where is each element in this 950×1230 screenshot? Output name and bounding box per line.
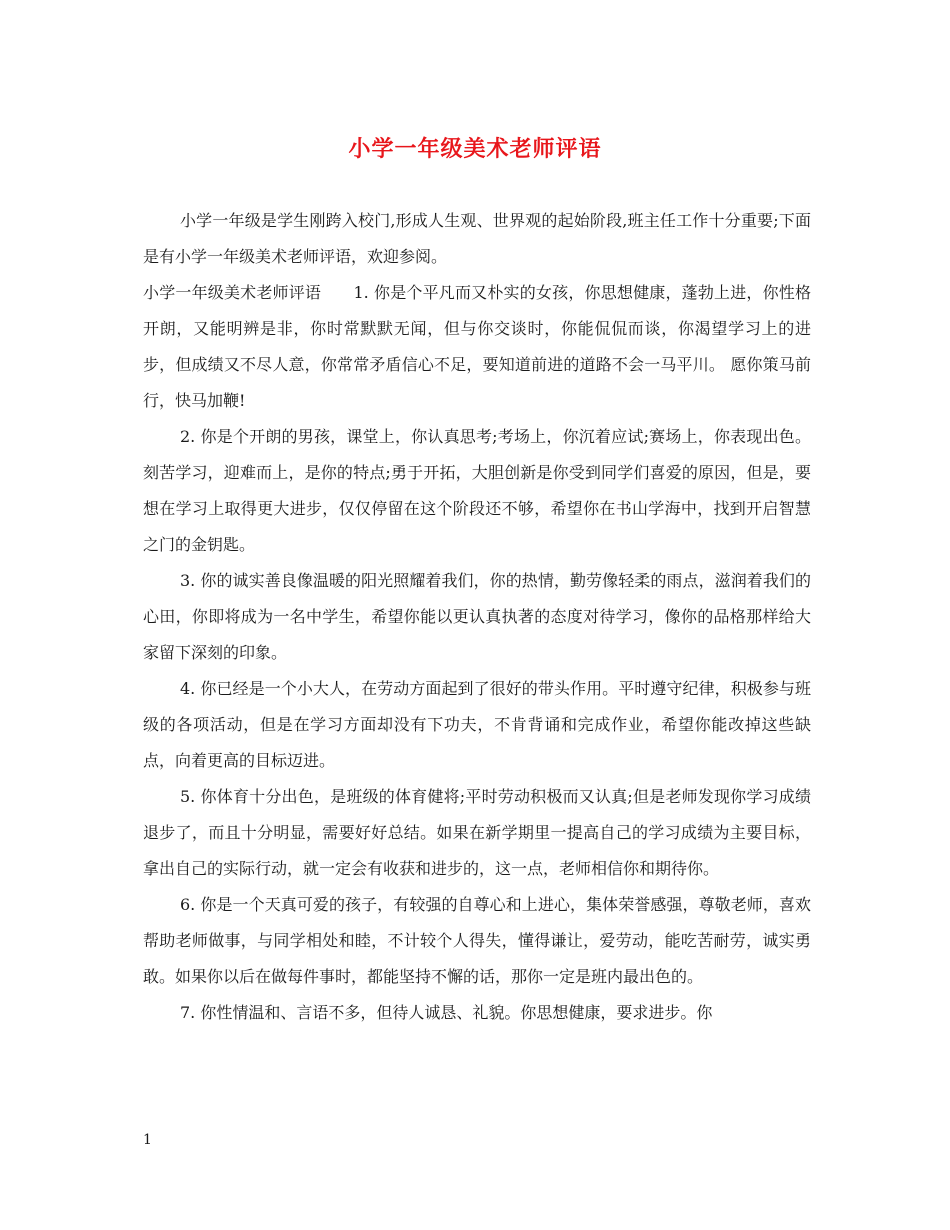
paragraph-comment-1: 小学一年级美术老师评语 1. 你是个平凡而又朴实的女孩，你思想健康，蓬勃上进，你性格开朗，又能明辨是非，你时常默默无闻，但与你交谈时，你能侃侃而谈，你渴望学习上的进步，但成绩又不尽人意，你常常矛盾信心不足，要知道前进的道路不会一马平川。 愿你策马前行，快马加鞭! [143, 283, 811, 410]
paragraph-comment-7: 7. 你性情温和、言语不多，但待人诚恳、礼貌。你思想健康，要求进步。你 [180, 1003, 713, 1022]
page-number: 1 [143, 1132, 152, 1148]
paragraph-intro: 小学一年级是学生刚跨入校门,形成人生观、世界观的起始阶段,班主任工作十分重要;下面是有小学一年级美术老师评语，欢迎参阅。 [143, 211, 811, 266]
paragraph-comment-5: 5. 你体育十分出色，是班级的体育健将;平时劳动积极而又认真;但是老师发现你学习成绩退步了，而且十分明显，需要好好总结。如果在新学期里一提高自己的学习成绩为主要目标，拿出自己的实际行动，就一定会有收获和进步的，这一点，老师相信你和期待你。 [143, 787, 811, 878]
paragraph-comment-2: 2. 你是个开朗的男孩，课堂上，你认真思考;考场上，你沉着应试;赛场上，你表现出色。刻苦学习，迎难而上，是你的特点;勇于开拓，大胆创新是你受到同学们喜爱的原因，但是，要想在学习上取得更大进步，仅仅停留在这个阶段还不够，希望你在书山学海中，找到开启智慧之门的金钥匙。 [143, 427, 811, 554]
paragraph-comment-4: 4. 你已经是一个小大人，在劳动方面起到了很好的带头作用。平时遵守纪律，积极参与班级的各项活动，但是在学习方面却没有下功夫，不肯背诵和完成作业，希望你能改掉这些缺点，向着更高的目标迈进。 [143, 679, 811, 770]
document-title: 小学一年级美术老师评语 [348, 136, 602, 162]
paragraph-comment-6: 6. 你是一个天真可爱的孩子，有较强的自尊心和上进心，集体荣誉感强，尊敬老师，喜欢帮助老师做事，与同学相处和睦，不计较个人得失，懂得谦让，爱劳动，能吃苦耐劳，诚实勇敢。如果你以后在做每件事时，都能坚持不懈的话，那你一定是班内最出色的。 [143, 895, 811, 986]
document-body [143, 203, 811, 1031]
paragraph-comment-3: 3. 你的诚实善良像温暖的阳光照耀着我们，你的热情，勤劳像轻柔的雨点，滋润着我们的心田，你即将成为一名中学生，希望你能以更认真执著的态度对待学习，像你的品格那样给大家留下深刻的印象。 [143, 571, 811, 662]
